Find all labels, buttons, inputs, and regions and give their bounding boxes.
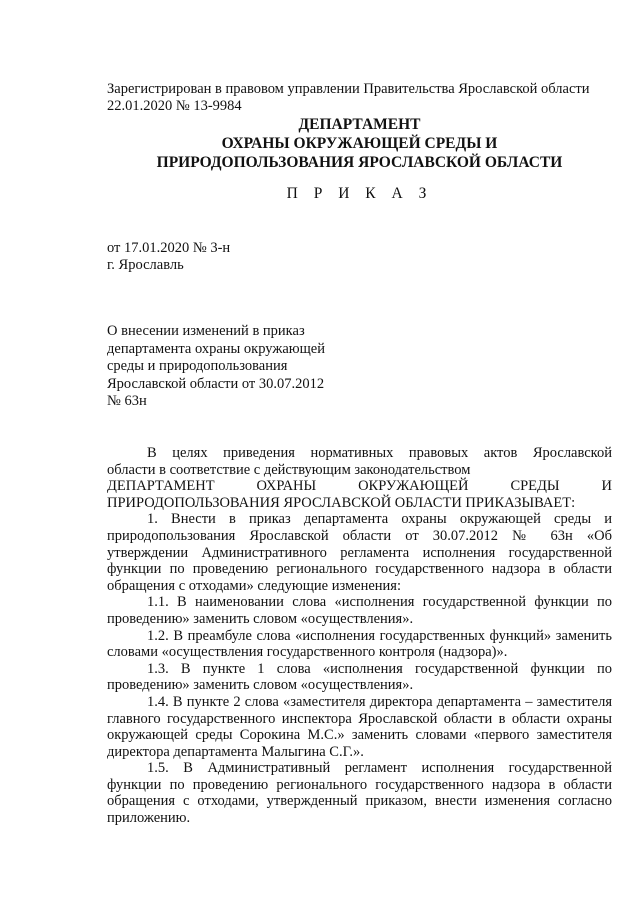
- order-subject: [107, 323, 347, 411]
- item-1-1: 1.1. В наименовании слова «исполнения государственной функции по проведению» заменить словом «осуществления».: [107, 594, 612, 627]
- subject-line-2: департамента охраны окружающей: [107, 340, 325, 357]
- decree-caps-line-1: [107, 478, 612, 495]
- item-1-4: 1.4. В пункте 2 слова «заместителя директора департамента – заместителя главного государственного инспектора Ярославской области в области охраны окружающей среды Сорокина М.С.» заменить словами «первого заместителя директора департамента Малыгина С.Г.».: [107, 693, 612, 760]
- subject-line-1: О внесении изменений в приказ: [107, 323, 305, 339]
- intro-line-1: В целях приведения нормативных правовых актов Ярославской: [147, 445, 612, 461]
- caps-word: СРЕДЫ: [510, 478, 560, 495]
- decree-caps-line-2: ПРИРОДОПОЛЬЗОВАНИЯ ЯРОСЛАВСКОЙ ОБЛАСТИ ПРИКАЗЫВАЕТ:: [107, 494, 576, 511]
- subject-line-5: № 63н: [107, 393, 147, 409]
- caps-word: И: [601, 478, 612, 495]
- item-1-3: 1.3. В пункте 1 слова «исполнения государственной функции по проведению» заменить словом «осуществления».: [107, 660, 612, 694]
- intro-line-2: области в соответствие с действующим законодательством: [107, 461, 471, 478]
- caps-word: ОКРУЖАЮЩЕЙ: [358, 478, 469, 495]
- subject-line-4: Ярославской области от 30.07.2012: [107, 375, 325, 392]
- department-line-2: ОХРАНЫ ОКРУЖАЮЩЕЙ СРЕДЫ И: [221, 135, 498, 152]
- order-body: [107, 445, 612, 827]
- registration-note: [107, 81, 612, 115]
- caps-word: ОХРАНЫ: [256, 478, 317, 495]
- department-line-3: ПРИРОДОПОЛЬЗОВАНИЯ ЯРОСЛАВСКОЙ ОБЛАСТИ: [156, 154, 563, 171]
- department-header: [107, 115, 612, 172]
- registration-line-2: 22.01.2020 № 13-9984: [107, 98, 242, 114]
- order-date: от 17.01.2020 № 3-н: [107, 240, 231, 256]
- department-line-1: ДЕПАРТАМЕНТ: [298, 116, 421, 133]
- subject-line-3: среды и природопользования: [107, 358, 288, 374]
- order-title: П Р И К А З: [286, 185, 433, 202]
- item-1-2: 1.2. В преамбуле слова «исполнения государственных функций» заменить словами «осуществления государственного контроля (надзора)».: [107, 627, 612, 661]
- item-1: 1. Внести в приказ департамента охраны окружающей среды и природопользования Ярославской области от 30.07.2012 № 63н «Об утверждении Административного регламента исполнения государственной функции по проведению регионального государственного надзора в области обращения с отходами» следующие изменения:: [107, 511, 612, 594]
- caps-word: ДЕПАРТАМЕНТ: [107, 478, 215, 495]
- item-1-5: 1.5. В Административный регламент исполнения государственной функции по проведению регионального государственного надзора в области обращения с отходами, утвержденный приказом, внести изменения согласно приложению.: [107, 760, 612, 827]
- order-date-block: [107, 240, 407, 274]
- registration-line-1: Зарегистрирован в правовом управлении Правительства Ярославской области: [107, 81, 590, 97]
- order-city: г. Ярославль: [107, 257, 184, 273]
